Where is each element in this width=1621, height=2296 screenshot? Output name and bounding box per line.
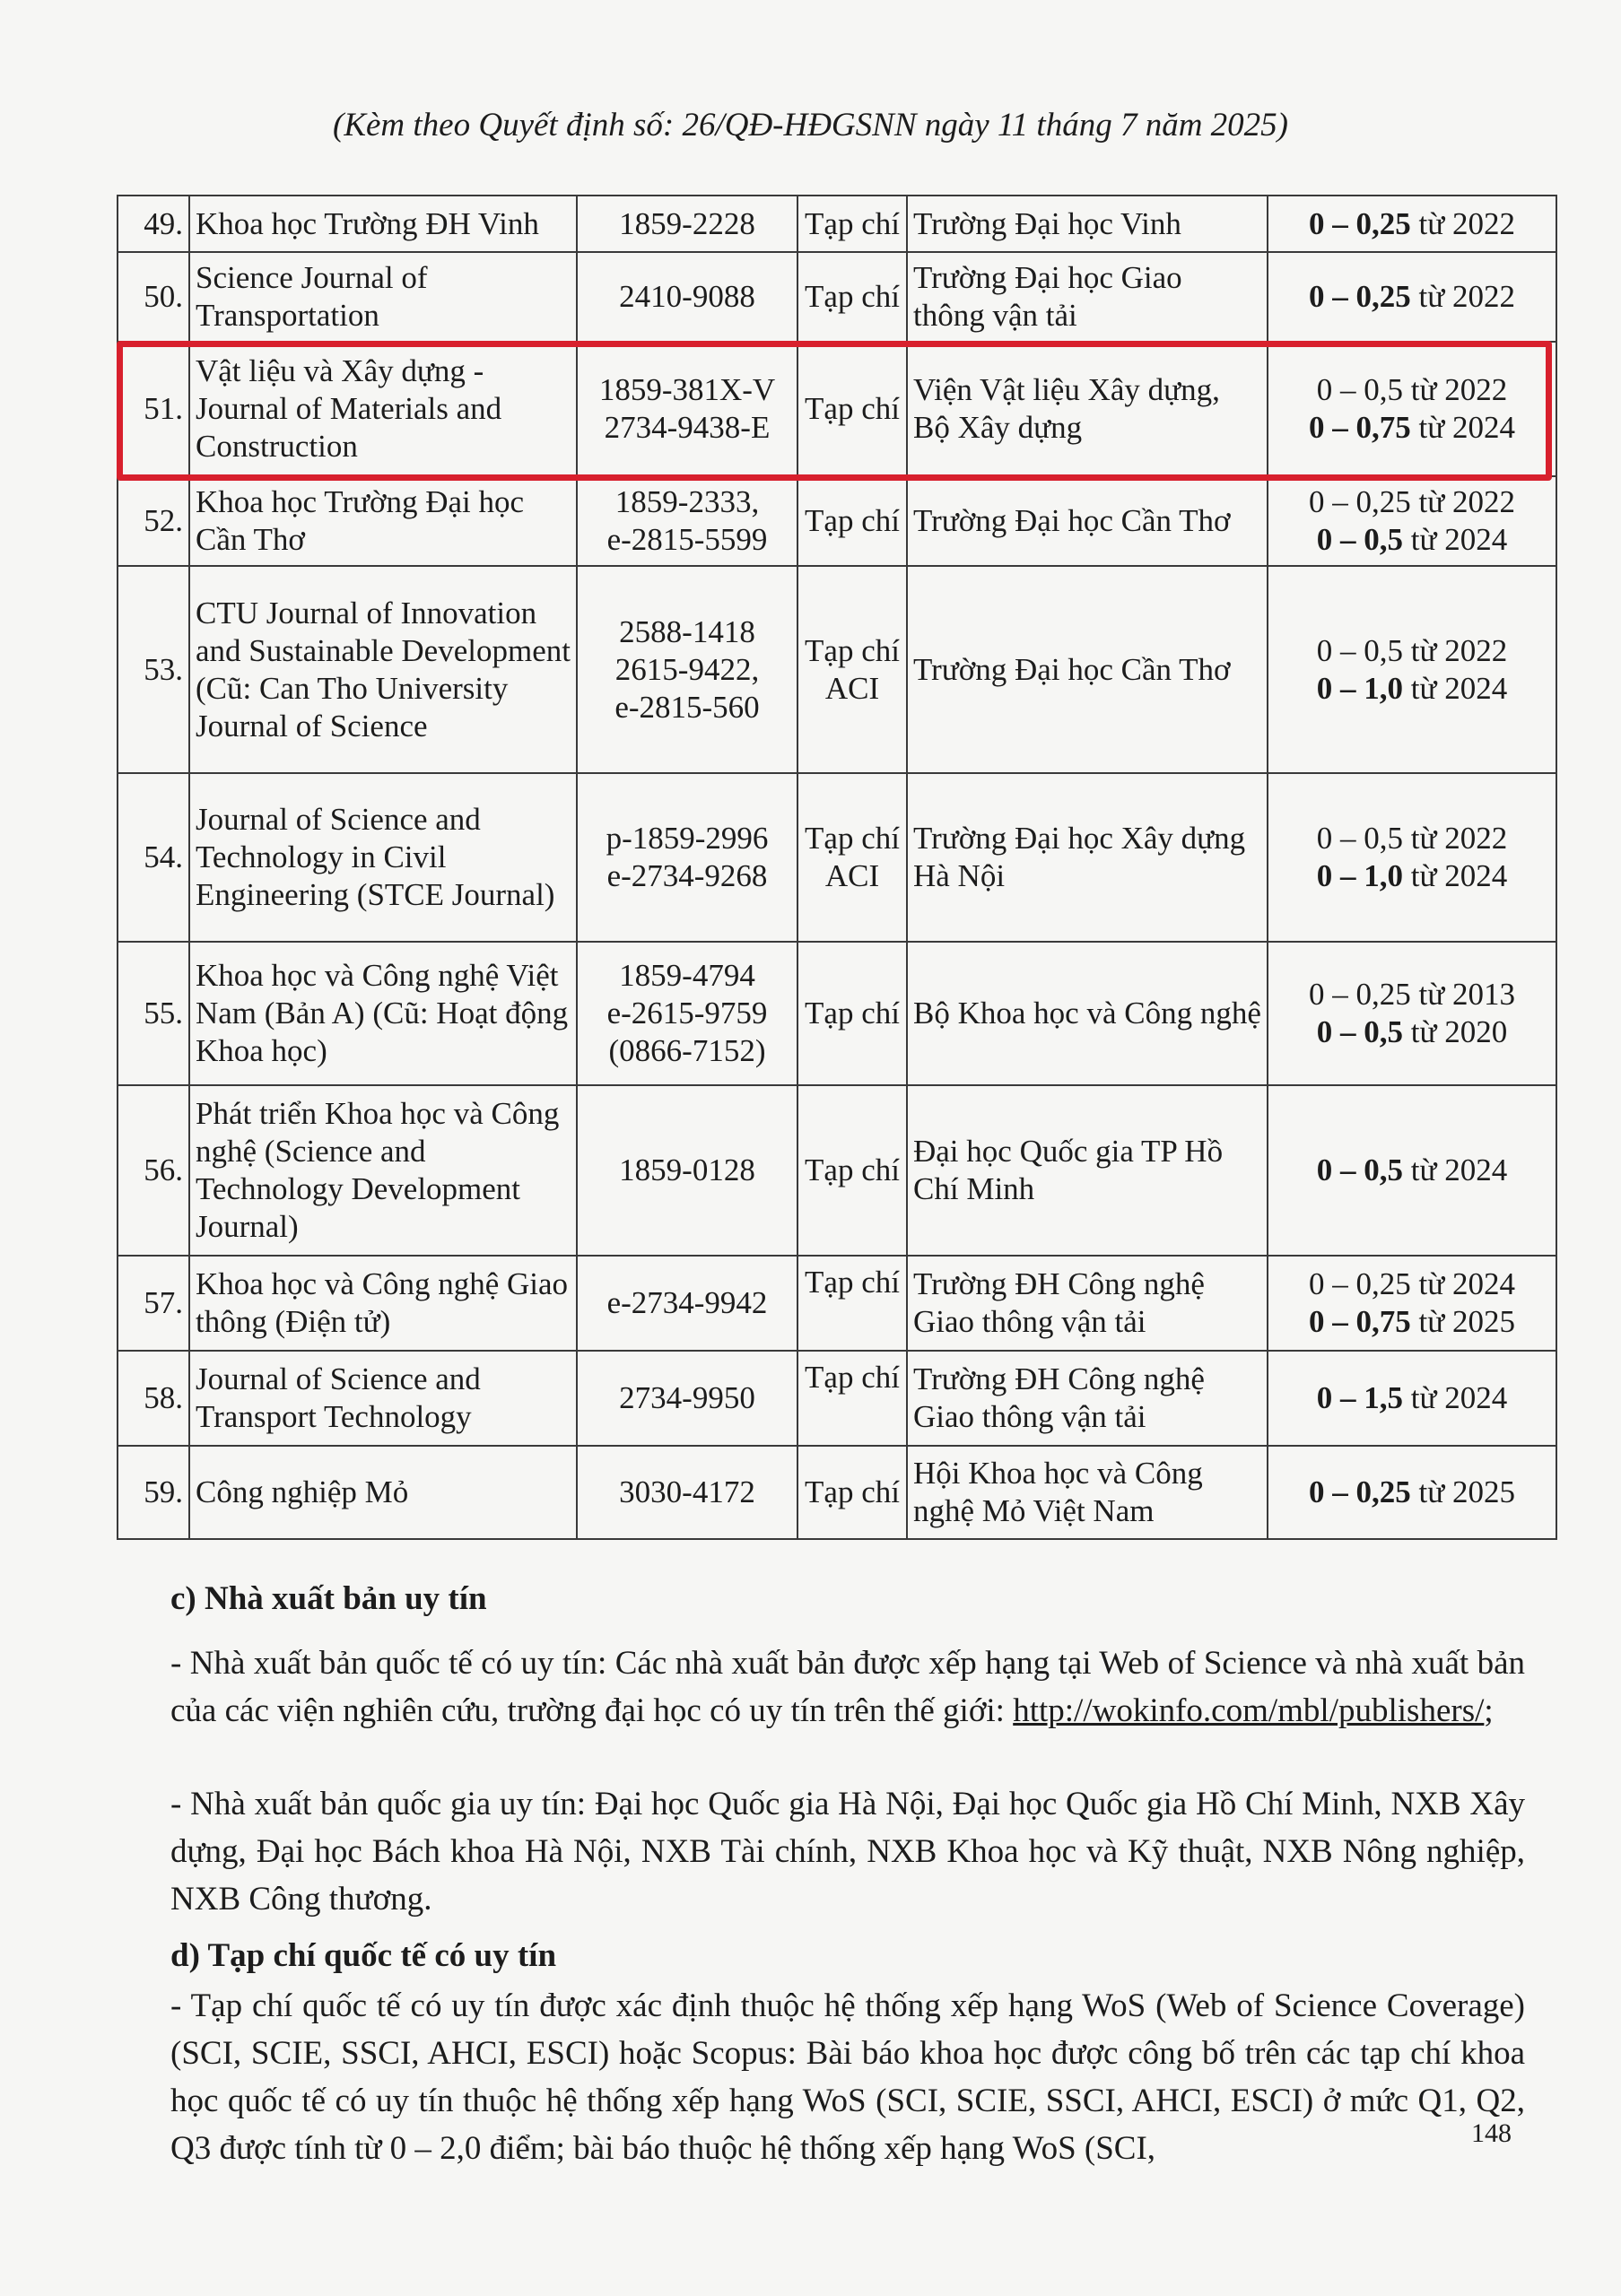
issn-cell [577,252,797,342]
score-range: 0 – 0,5 [1316,522,1404,557]
score-line [1274,1152,1550,1189]
section-d-title: d) Tạp chí quốc tế có uy tín [170,1937,557,1974]
score-line [1274,205,1550,243]
issn: 1859-2333, [614,484,760,519]
agency: Trường ĐH Công nghệ Giao thông vận tải [907,1351,1268,1446]
score-from: từ 2025 [1410,1474,1515,1509]
score-cell [1268,566,1556,773]
table-row [118,1446,1556,1539]
score-range: 0 – 0,75 [1309,1304,1411,1339]
agency: Trường Đại học Vinh [907,196,1268,252]
journal-name: Phát triển Khoa học và Công nghệ (Science and Technology Development Journal) [189,1085,577,1256]
row-number: 59. [118,1446,189,1539]
table-row [118,1256,1556,1351]
issn: e-2734-9268 [606,858,768,893]
score-from: từ 2022 [1410,484,1515,519]
issn: 1859-381X-V [598,372,776,407]
score-from: từ 2022 [1410,279,1515,314]
issn-cell [577,1085,797,1256]
score-line [1274,820,1550,857]
agency: Viện Vật liệu Xây dựng, Bộ Xây dựng [907,342,1268,476]
publishers-link[interactable]: http://wokinfo.com/mbl/publishers/ [1013,1692,1485,1729]
section-c-title: c) Nhà xuất bản uy tín [170,1580,487,1617]
type-cell [797,1351,907,1446]
type-cell [797,342,907,476]
issn: 1859-4794 [619,958,755,993]
type-cell [797,566,907,773]
header-note: (Kèm theo Quyết định số: 26/QĐ-HĐGSNN ngày 11 tháng 7 năm 2025) [333,107,1288,144]
issn-cell [577,942,797,1085]
type: Tạp chí [805,279,900,314]
issn-cell [577,196,797,252]
agency: Trường Đại học Xây dựng Hà Nội [907,773,1268,942]
journal-name: Vật liệu và Xây dựng - Journal of Materials and Construction [189,342,577,476]
table-row [118,252,1556,342]
journal-name: Journal of Science and Transport Technology [189,1351,577,1446]
issn: (0866-7152) [608,1033,766,1068]
type: Tạp chí [805,996,900,1031]
agency: Trường Đại học Giao thông vận tải [907,252,1268,342]
score-line [1274,409,1550,447]
score-from: từ 2022 [1403,372,1508,407]
table-row-highlighted [118,342,1556,476]
score-cell [1268,1085,1556,1256]
issn: 2734-9438-E [604,410,771,445]
paragraph-text: - Nhà xuất bản quốc tế có uy tín: Các nhà xuất bản được xếp hạng tại Web of Science và nhà xuất bản của các viện nghiên cứu, trường đại học có uy tín trên thế giới: [170,1645,1525,1729]
score-cell [1268,1446,1556,1539]
section-c-paragraph-2: - Nhà xuất bản quốc gia uy tín: Đại học Quốc gia Hà Nội, Đại học Quốc gia Hồ Chí Minh, NXB Xây dựng, Đại học Bách khoa Hà Nội, NXB Tài chính, NXB Khoa học và Kỹ thuật, NXB Nông nghiệp, NXB Công thương. [170,1786,1525,1918]
paragraph-end: ; [1484,1692,1494,1729]
issn: 3030-4172 [619,1474,755,1509]
row-number: 49. [118,196,189,252]
score-line [1274,632,1550,670]
score-cell [1268,196,1556,252]
issn: 1859-0128 [619,1152,755,1187]
score-range: 0 – 1,0 [1316,670,1404,706]
score-cell [1268,252,1556,342]
type-aci: ACI [824,858,880,893]
issn: e-2815-560 [614,689,760,725]
score-line [1274,1303,1550,1341]
journal-name: CTU Journal of Innovation and Sustainable Development (Cũ: Can Tho University Journal of Science [189,566,577,773]
table-row [118,566,1556,773]
section-d-paragraph-1: - Tạp chí quốc tế có uy tín được xác định thuộc hệ thống xếp hạng WoS (Web of Science Coverage) (SCI, SCIE, SSCI, AHCI, ESCI) hoặc Scopus: Bài báo khoa học được công bố trên các tạp chí khoa học quốc tế có uy tín thuộc hệ thống xếp hạng WoS (SCI, SCIE, SSCI, AHCI, ESCI) ở mức Q1, Q2, Q3 được tính từ 0 – 2,0 điểm; bài báo thuộc hệ thống xếp hạng WoS (SCI, [170,1987,1525,2167]
type-cell [797,1085,907,1256]
section-c-paragraph-1 [170,1639,1525,1735]
type: Tạp chí [805,391,900,426]
row-number: 58. [118,1351,189,1446]
issn: e-2815-5599 [606,522,768,557]
score-range: 0 – 0,25 [1309,279,1411,314]
type-cell [797,476,907,566]
table-row [118,196,1556,252]
table-row [118,942,1556,1085]
type-cell [797,1446,907,1539]
issn: 2734-9950 [619,1380,755,1415]
table-row [118,773,1556,942]
issn-cell [577,1351,797,1446]
score-range: 0 – 0,25 [1309,205,1411,241]
score-line [1274,278,1550,316]
page-number: 148 [1471,2118,1512,2148]
issn-cell [577,566,797,773]
issn: 2410-9088 [619,279,755,314]
type-cell [797,1256,907,1351]
score-from: từ 2024 [1403,670,1508,706]
issn: e-2615-9759 [606,996,768,1031]
type: Tạp chí [805,1360,900,1395]
row-number: 50. [118,252,189,342]
journal-name: Journal of Science and Technology in Civil Engineering (STCE Journal) [189,773,577,942]
row-number: 52. [118,476,189,566]
agency: Trường Đại học Cần Thơ [907,476,1268,566]
score-from: từ 2024 [1410,1266,1515,1301]
agency: Đại học Quốc gia TP Hồ Chí Minh [907,1085,1268,1256]
score-cell [1268,342,1556,476]
row-number: 55. [118,942,189,1085]
score-line [1274,976,1550,1013]
score-line [1274,1265,1550,1303]
issn-cell [577,1256,797,1351]
journal-name: Science Journal of Transportation [189,252,577,342]
score-from: từ 2024 [1410,410,1515,445]
type-cell [797,773,907,942]
score-line [1274,670,1550,708]
type: Tạp chí [805,205,900,241]
agency: Trường Đại học Cần Thơ [907,566,1268,773]
type-cell [797,196,907,252]
issn: e-2734-9942 [606,1285,768,1320]
agency: Hội Khoa học và Công nghệ Mỏ Việt Nam [907,1446,1268,1539]
score-range: 0 – 0,5 [1316,1152,1404,1187]
score-from: từ 2024 [1403,522,1508,557]
score-line [1274,857,1550,895]
journal-name: Khoa học Trường ĐH Vinh [189,196,577,252]
score-range: 0 – 0,5 [1316,1014,1404,1049]
score-range: 0 – 0,25 [1309,977,1411,1012]
score-from: từ 2022 [1410,205,1515,241]
issn: 2588-1418 [619,613,755,649]
score-range: 0 – 1,5 [1316,1380,1404,1415]
journal-name: Công nghiệp Mỏ [189,1446,577,1539]
table-row [118,1085,1556,1256]
journal-table-body [118,196,1556,1539]
type: Tạp chí [805,632,900,668]
score-cell [1268,942,1556,1085]
issn-cell [577,476,797,566]
journal-name: Khoa học Trường Đại học Cần Thơ [189,476,577,566]
issn-cell [577,1446,797,1539]
score-cell [1268,773,1556,942]
score-from: từ 2025 [1410,1304,1515,1339]
type-aci: ACI [824,670,880,706]
row-number: 53. [118,566,189,773]
score-line [1274,483,1550,521]
score-from: từ 2024 [1403,858,1508,893]
issn: 2615-9422, [614,651,760,687]
score-range: 0 – 0,25 [1309,1266,1411,1301]
journal-name: Khoa học và Công nghệ Việt Nam (Bản A) (Cũ: Hoạt động Khoa học) [189,942,577,1085]
type: Tạp chí [805,821,900,856]
type: Tạp chí [805,1152,900,1187]
score-line [1274,1379,1550,1417]
type-cell [797,252,907,342]
issn-cell [577,773,797,942]
score-range: 0 – 0,25 [1309,1474,1411,1509]
agency: Bộ Khoa học và Công nghệ [907,942,1268,1085]
score-cell [1268,1256,1556,1351]
score-range: 0 – 0,5 [1316,821,1404,856]
score-line [1274,371,1550,409]
score-range: 0 – 0,5 [1316,372,1404,407]
row-number: 57. [118,1256,189,1351]
score-from: từ 2024 [1403,1152,1508,1187]
score-line [1274,521,1550,559]
agency: Trường ĐH Công nghệ Giao thông vận tải [907,1256,1268,1351]
row-number: 56. [118,1085,189,1256]
score-cell [1268,476,1556,566]
issn: p-1859-2996 [606,821,769,856]
score-from: từ 2022 [1403,632,1508,668]
type: Tạp chí [805,1474,900,1509]
score-range: 0 – 0,75 [1309,410,1411,445]
type: Tạp chí [805,1265,900,1300]
table-row [118,1351,1556,1446]
score-from: từ 2024 [1403,1380,1508,1415]
score-from: từ 2022 [1403,821,1508,856]
type: Tạp chí [805,503,900,538]
score-from: từ 2013 [1410,977,1515,1012]
issn-cell [577,342,797,476]
journal-name: Khoa học và Công nghệ Giao thông (Điện tử) [189,1256,577,1351]
row-number: 54. [118,773,189,942]
score-cell [1268,1351,1556,1446]
table-row [118,476,1556,566]
journal-table [117,195,1557,1540]
score-line [1274,1013,1550,1051]
issn: 1859-2228 [619,205,755,241]
type-cell [797,942,907,1085]
score-line [1274,1474,1550,1511]
score-range: 0 – 0,25 [1309,484,1411,519]
score-range: 0 – 0,5 [1316,632,1404,668]
score-from: từ 2020 [1403,1014,1508,1049]
score-range: 0 – 1,0 [1316,858,1404,893]
row-number: 51. [118,342,189,476]
